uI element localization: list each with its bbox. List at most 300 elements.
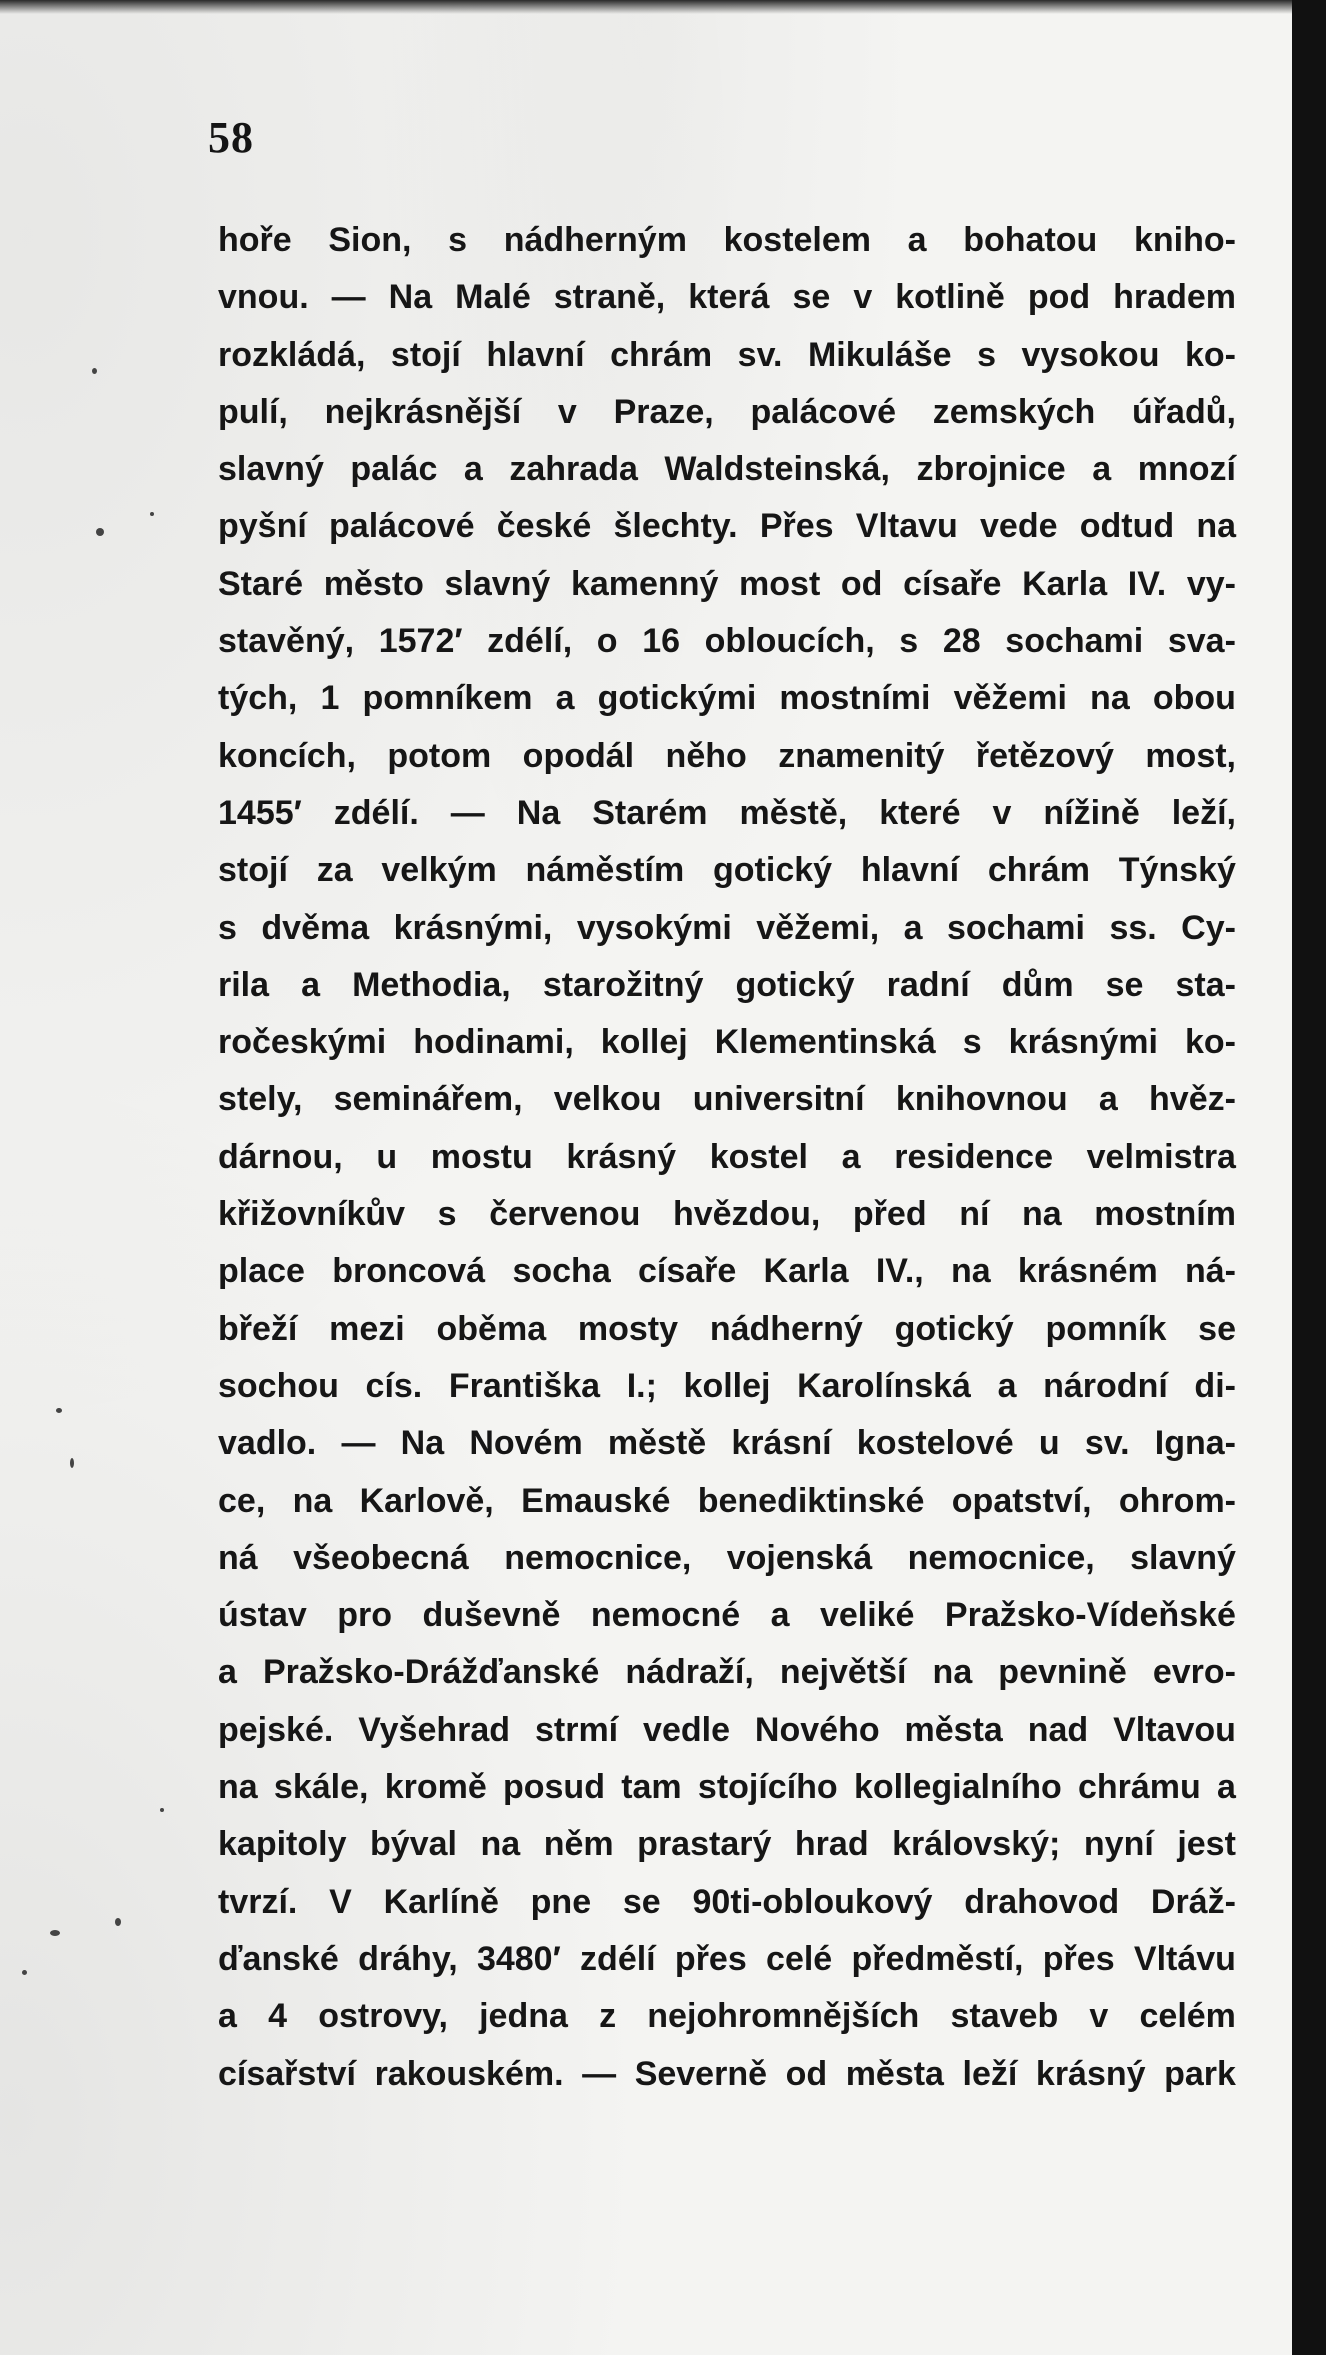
word: Waldsteinská,: [664, 450, 890, 489]
word: Staré: [218, 564, 304, 603]
word: hoře: [218, 221, 292, 259]
word: palác: [350, 450, 438, 489]
word: od: [785, 2054, 828, 2093]
word: 1572′: [378, 622, 463, 661]
word: starožitný: [542, 965, 704, 1004]
text-line: [218, 1415, 1236, 1472]
word: a: [907, 221, 927, 259]
word: mezi: [329, 1309, 405, 1348]
word: radní: [886, 965, 970, 1004]
word: zdélí: [580, 1939, 656, 1978]
word: které: [879, 793, 961, 832]
word: evro-: [1152, 1653, 1236, 1692]
word: ní: [959, 1195, 990, 1234]
word: národní: [1043, 1366, 1168, 1405]
word: hlavní: [860, 851, 960, 890]
word: Na: [516, 793, 561, 832]
word: z: [599, 1997, 617, 2036]
word: kniho-: [1133, 221, 1236, 259]
word: Vltavu: [855, 507, 958, 546]
scan-speck: [22, 1970, 27, 1975]
word: která: [688, 278, 770, 317]
word: kamenný: [570, 564, 719, 603]
word: nemocnice,: [504, 1538, 692, 1577]
word: krásnými: [1008, 1023, 1158, 1062]
word: gotickými: [597, 679, 757, 718]
word: s: [977, 335, 996, 374]
word: znamenitý: [778, 736, 945, 775]
word: břeží: [218, 1309, 298, 1348]
word: ko-: [1184, 335, 1236, 374]
word: na: [480, 1825, 521, 1864]
word: 90ti-obloukový: [692, 1882, 933, 1921]
word: vadlo.: [218, 1424, 317, 1463]
word: zdélí.: [333, 793, 419, 832]
word: nad: [1027, 1710, 1089, 1749]
word: knihovnou: [895, 1080, 1068, 1119]
word: se: [1105, 965, 1144, 1004]
word: pro: [337, 1596, 393, 1635]
word: gotický: [713, 851, 833, 890]
word: slavný: [218, 450, 324, 489]
text-line: [218, 1702, 1236, 1759]
word: Františka: [448, 1366, 601, 1405]
word: ústav: [218, 1596, 307, 1635]
word: kostelové: [856, 1424, 1014, 1463]
word: seminářem,: [333, 1080, 523, 1119]
word: tvrzí.: [218, 1882, 298, 1921]
word: kollej: [600, 1023, 688, 1062]
word: za: [316, 851, 353, 890]
word: mostu: [430, 1137, 533, 1176]
word: Igna-: [1154, 1424, 1236, 1463]
word: chrámu: [1077, 1768, 1201, 1807]
word: císaře: [903, 564, 1002, 603]
word: přes: [1042, 1939, 1115, 1978]
text-line: [218, 1129, 1236, 1186]
word: krásném: [1017, 1252, 1158, 1291]
word: dům: [1001, 965, 1074, 1004]
word: císařství: [218, 2054, 356, 2093]
text-line: [218, 212, 1236, 269]
word: rila: [218, 965, 270, 1004]
word: a: [1217, 1768, 1236, 1807]
word: dárnou,: [218, 1137, 343, 1176]
word: s: [448, 221, 468, 259]
word: ná: [218, 1538, 258, 1577]
word: na: [1196, 507, 1236, 546]
text-line: [218, 842, 1236, 899]
word: V: [329, 1882, 352, 1921]
page-number: 58: [208, 113, 254, 162]
word: křižovníkův: [218, 1195, 406, 1234]
word: na: [292, 1481, 333, 1520]
word: hvěz-: [1149, 1080, 1236, 1119]
word: nádherným: [503, 221, 687, 259]
word: pod: [1027, 278, 1091, 317]
scan-speck: [96, 528, 104, 536]
word: v: [853, 278, 873, 317]
word: Vyšehrad: [358, 1710, 511, 1749]
word: vysokými: [576, 908, 732, 947]
word: a: [1098, 1080, 1118, 1119]
word: býval: [370, 1825, 457, 1864]
word: pevnině: [998, 1653, 1127, 1692]
word: IV.,: [875, 1252, 924, 1291]
word: mostními: [779, 679, 931, 718]
word: chrám: [610, 335, 713, 374]
scan-speck: [70, 1458, 74, 1468]
text-line: [218, 1644, 1236, 1701]
text-line: [218, 327, 1236, 384]
word: v: [1089, 1997, 1109, 2036]
word: Karla: [763, 1252, 849, 1291]
word: něm: [543, 1825, 614, 1864]
word: Na: [388, 278, 433, 317]
word: věžemi: [953, 679, 1067, 718]
word: koncích,: [218, 736, 356, 775]
word: kollej: [683, 1366, 771, 1405]
word: tých,: [218, 679, 298, 718]
word: u: [376, 1137, 398, 1176]
word: město: [323, 564, 424, 603]
word: most,: [1145, 736, 1236, 775]
word: hodinami,: [413, 1023, 574, 1062]
word: sva-: [1167, 622, 1236, 661]
text-line: [218, 1301, 1236, 1358]
word: kapitoly: [218, 1825, 347, 1864]
word: krásný: [1035, 2054, 1146, 2093]
scan-speck: [50, 1930, 60, 1936]
word: ko-: [1184, 1023, 1236, 1062]
word: Emauské: [521, 1481, 671, 1520]
text-line: [218, 1988, 1236, 2045]
word: s: [437, 1195, 457, 1234]
word: hradem: [1113, 278, 1236, 317]
word: mosty: [577, 1309, 679, 1348]
word: rakouském.: [374, 2054, 564, 2093]
word: mnozí: [1137, 450, 1236, 489]
word: sta-: [1175, 965, 1236, 1004]
text-line: [218, 556, 1236, 613]
word: I.;: [626, 1366, 657, 1405]
word: vysokou: [1021, 335, 1160, 374]
text-line: [218, 269, 1236, 326]
scan-speck: [160, 1808, 164, 1812]
word: pomník: [1045, 1309, 1167, 1348]
word: Klementinská: [714, 1023, 936, 1062]
word: dvěma: [261, 908, 370, 947]
scan-speck: [56, 1408, 62, 1413]
word: královský;: [892, 1825, 1061, 1864]
word: Karlíně: [383, 1882, 499, 1921]
word: palácové: [329, 507, 475, 546]
word: krásnými,: [393, 908, 553, 947]
word: na: [950, 1252, 991, 1291]
word: most: [739, 564, 821, 603]
word: —: [582, 2054, 617, 2093]
word: Praze,: [613, 392, 714, 431]
word: skále,: [273, 1768, 369, 1807]
word: Karla: [1022, 564, 1108, 603]
word: zemských: [932, 392, 1096, 431]
word: Přes: [759, 507, 834, 546]
word: a: [463, 450, 483, 489]
word: s: [218, 908, 237, 947]
word: přes: [674, 1939, 747, 1978]
word: sv.: [1084, 1424, 1130, 1463]
word: sv.: [737, 335, 783, 374]
word: jedna: [479, 1997, 568, 2036]
word: sochami: [1005, 622, 1144, 661]
word: s: [899, 622, 919, 661]
word: gotický: [894, 1309, 1014, 1348]
word: jest: [1177, 1825, 1236, 1864]
word: krásní: [731, 1424, 832, 1463]
word: stojí: [218, 851, 288, 890]
word: celém: [1139, 1997, 1236, 2036]
word: Týnský: [1118, 851, 1236, 890]
text-line: [218, 1014, 1236, 1071]
text-line: [218, 1816, 1236, 1873]
word: úřadů,: [1132, 392, 1236, 431]
word: na: [1022, 1195, 1062, 1234]
word: červenou: [489, 1195, 641, 1234]
word: rozkládá,: [218, 335, 366, 374]
word: Severně: [634, 2054, 768, 2093]
word: slavný: [444, 564, 551, 603]
word: broncová: [332, 1252, 486, 1291]
word: něho: [665, 736, 747, 775]
scan-top-edge: [0, 0, 1292, 14]
word: se: [1198, 1309, 1236, 1348]
word: řetězový: [975, 736, 1114, 775]
word: a: [770, 1596, 790, 1635]
text-line: [218, 1186, 1236, 1243]
word: kotlině: [895, 278, 1005, 317]
word: a: [997, 1366, 1017, 1405]
word: 28: [942, 622, 981, 661]
text-line: [218, 441, 1236, 498]
text-line: [218, 1587, 1236, 1644]
word: Vltávu: [1133, 1939, 1236, 1978]
word: ce,: [218, 1481, 266, 1520]
word: a: [841, 1137, 861, 1176]
text-line: [218, 384, 1236, 441]
word: stojí: [390, 335, 461, 374]
word: kostelem: [723, 221, 872, 259]
word: o: [596, 622, 618, 661]
word: palácové: [750, 392, 897, 431]
text-line: [218, 1931, 1236, 1988]
word: Karlově,: [359, 1481, 494, 1520]
word: u: [1038, 1424, 1060, 1463]
word: hrad: [794, 1825, 869, 1864]
word: sochou: [218, 1366, 339, 1405]
word: —: [450, 793, 485, 832]
word: Na: [400, 1424, 445, 1463]
word: císaře: [637, 1252, 737, 1291]
text-line: [218, 1071, 1236, 1128]
word: a: [218, 1997, 237, 2036]
word: 16: [642, 622, 681, 661]
text-line: [218, 2046, 1236, 2103]
word: na: [1090, 679, 1130, 718]
word: residence: [894, 1137, 1053, 1176]
word: na: [932, 1653, 973, 1692]
word: městě: [607, 1424, 707, 1463]
word: města: [845, 2054, 944, 2093]
word: vy-: [1186, 564, 1236, 603]
text-line: [218, 1473, 1236, 1530]
word: stely,: [218, 1080, 303, 1119]
word: stojícího: [697, 1768, 838, 1807]
word: place: [218, 1252, 305, 1291]
word: všeobecná: [293, 1538, 469, 1577]
word: Mikuláše: [807, 335, 952, 374]
word: universitní: [692, 1080, 865, 1119]
word: předměstí,: [851, 1939, 1024, 1978]
word: věžemi,: [756, 908, 880, 947]
word: kostel: [709, 1137, 808, 1176]
text-line: [218, 728, 1236, 785]
word: krásný: [566, 1137, 677, 1176]
word: kromě: [384, 1768, 487, 1807]
word: 4: [268, 1997, 288, 2036]
word: a: [903, 908, 923, 947]
word: zbrojnice: [916, 450, 1066, 489]
word: Pražsko-Drážďanské: [262, 1653, 600, 1692]
word: stavěný,: [218, 622, 355, 661]
text-line: [218, 1243, 1236, 1300]
word: české: [496, 507, 592, 546]
word: nyní: [1083, 1825, 1154, 1864]
word: ročeskými: [218, 1023, 387, 1062]
word: obloucích,: [704, 622, 875, 661]
text-line: [218, 1874, 1236, 1931]
text-line: [218, 785, 1236, 842]
word: posud: [502, 1768, 605, 1807]
word: —: [341, 1424, 376, 1463]
scan-speck: [115, 1918, 121, 1926]
word: hlavní: [486, 335, 585, 374]
text-line: [218, 613, 1236, 670]
word: Malé: [455, 278, 531, 317]
word: Pražsko-Vídeňské: [944, 1596, 1236, 1635]
word: od: [840, 564, 883, 603]
word: pyšní: [218, 507, 307, 546]
word: na: [218, 1768, 258, 1807]
word: pomníkem: [362, 679, 533, 718]
word: sochami: [947, 908, 1085, 947]
word: Vltavou: [1113, 1710, 1236, 1749]
text-line: [218, 670, 1236, 727]
word: potom: [387, 736, 492, 775]
word: Cy-: [1181, 908, 1236, 947]
word: nemocné: [590, 1596, 741, 1635]
word: velkým: [381, 851, 497, 890]
word: ostrovy,: [318, 1997, 448, 2036]
word: velmistra: [1086, 1137, 1236, 1176]
word: veliké: [819, 1596, 915, 1635]
word: ohrom-: [1118, 1481, 1236, 1520]
word: 3480′: [476, 1939, 561, 1978]
word: tam: [621, 1768, 682, 1807]
word: kollegialního: [853, 1768, 1062, 1807]
word: Starém: [592, 793, 708, 832]
text-line: [218, 498, 1236, 555]
word: leží,: [1171, 793, 1236, 832]
word: pne: [530, 1882, 592, 1921]
word: ss.: [1109, 908, 1157, 947]
word: staveb: [950, 1997, 1059, 2036]
word: městě,: [739, 793, 848, 832]
word: města: [904, 1710, 1003, 1749]
word: cís.: [365, 1366, 423, 1405]
word: vede: [980, 507, 1058, 546]
text-body: [218, 212, 1236, 2103]
word: zahrada: [509, 450, 638, 489]
text-line: [218, 1759, 1236, 1816]
word: v: [557, 392, 577, 431]
word: hvězdou,: [672, 1195, 821, 1234]
word: Karolínská: [797, 1366, 971, 1405]
word: vnou.: [218, 278, 309, 317]
word: dráhy,: [358, 1939, 458, 1978]
word: Methodia,: [352, 965, 511, 1004]
word: chrám: [987, 851, 1090, 890]
word: a: [1092, 450, 1112, 489]
word: a: [555, 679, 575, 718]
word: náměstím: [525, 851, 685, 890]
word: odtud: [1079, 507, 1175, 546]
word: vojenská: [726, 1538, 873, 1577]
word: straně,: [553, 278, 666, 317]
word: pejské.: [218, 1710, 334, 1749]
word: se: [622, 1882, 661, 1921]
word: mostním: [1094, 1195, 1236, 1234]
word: di-: [1194, 1366, 1236, 1405]
word: nejkrásnější: [324, 392, 522, 431]
word: duševně: [422, 1596, 561, 1635]
scan-speck: [150, 512, 154, 516]
word: vedle: [643, 1710, 730, 1749]
word: gotický: [735, 965, 855, 1004]
scan-right-edge: [1292, 0, 1326, 2355]
word: prastarý: [637, 1825, 772, 1864]
word: 1: [320, 679, 340, 718]
word: nádherný: [709, 1309, 863, 1348]
word: nádraží,: [625, 1653, 754, 1692]
text-line: [218, 1530, 1236, 1587]
word: Nového: [754, 1710, 880, 1749]
text-line: [218, 1358, 1236, 1415]
word: před: [852, 1195, 927, 1234]
word: šlechty.: [613, 507, 738, 546]
word: ná-: [1185, 1252, 1236, 1291]
word: leží: [962, 2054, 1018, 2093]
word: Sion,: [328, 221, 412, 259]
word: —: [331, 278, 366, 317]
word: opatství,: [951, 1481, 1092, 1520]
word: 1455′: [218, 793, 302, 832]
word: Novém: [469, 1424, 583, 1463]
word: Dráž-: [1150, 1882, 1236, 1921]
word: nemocnice,: [907, 1538, 1095, 1577]
word: zdélí,: [487, 622, 573, 661]
word: nížině: [1043, 793, 1140, 832]
word: benediktinské: [697, 1481, 925, 1520]
